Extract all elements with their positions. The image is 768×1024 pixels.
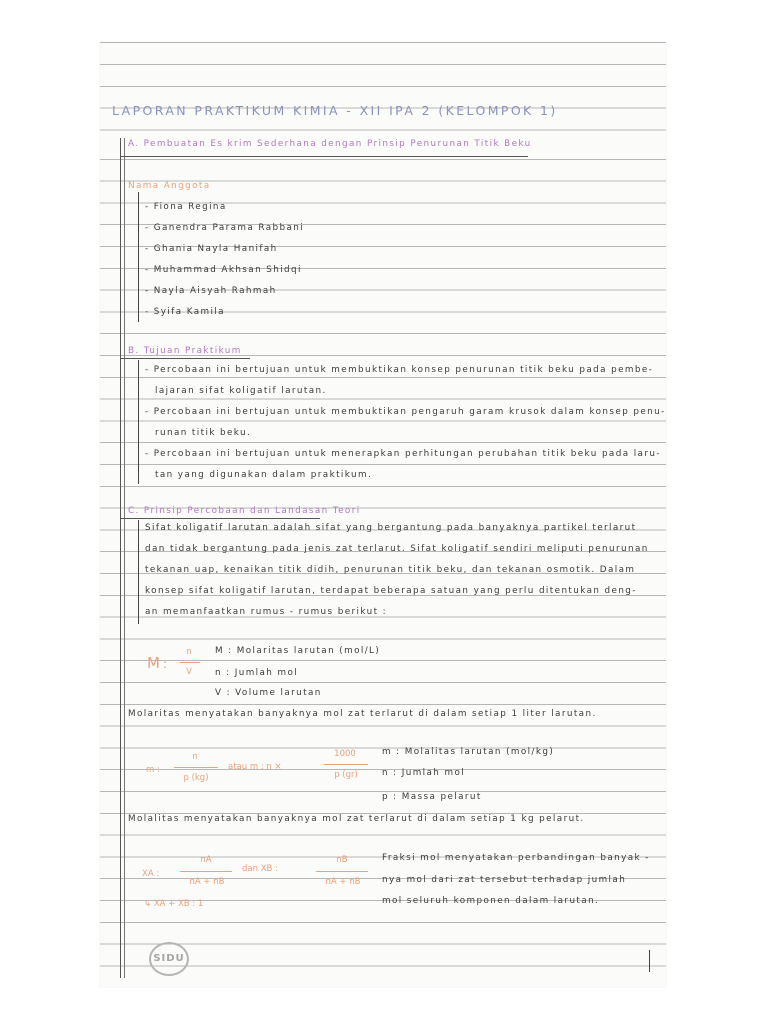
member-item: - Nayla Aisyah Rahmah [145,286,277,296]
theory-line: an memanfaatkan rumus - rumus berikut : [145,607,387,617]
fraction-line [180,662,200,663]
molality-lhs: m : [146,765,160,775]
molarity-def: V : Volume larutan [215,688,322,698]
theory-line: Sifat koligatif larutan adalah sifat yang bergantung pada banyaknya partikel terlarut [145,523,637,533]
goal-line: lajaran sifat koligatif larutan. [155,386,327,396]
xb-lhs: dan XB : [242,864,278,874]
molality-denominator: p (kg) [183,773,209,783]
theory-line: dan tidak bergantung pada jenis zat terlarut. Sifat koligatif sendiri meliputi penurunan [145,544,649,554]
molarity-note: Molaritas menyatakan banyaknya mol zat terlarut di dalam setiap 1 liter larutan. [128,709,597,719]
goals-bar [138,360,139,484]
members-label: Nama Anggota [128,181,211,191]
heading-underline [120,156,528,157]
mole-fraction-text: Fraksi mol menyatakan perbandingan banyak - [382,853,650,863]
fraction-line [316,871,368,872]
member-item: - Ganendra Parama Rabbani [145,223,305,233]
molality-def: n : Jumlah mol [382,768,466,778]
molality-def: m : Molalitas larutan (mol/kg) [382,747,555,757]
section-b-heading: B. Tujuan Praktikum [128,346,242,356]
goal-line: - Percobaan ini bertujuan untuk menerapkan perhitungan perubahan titik beku pada laru- [145,449,661,459]
molality-note: Molalitas menyatakan banyaknya mol zat terlarut di dalam setiap 1 kg pelarut. [128,814,585,824]
section-c-heading: C. Prinsip Percobaan dan Landasan Teori [128,506,361,516]
goal-line: runan titik beku. [155,428,252,438]
goal-line: tan yang digunakan dalam praktikum. [155,470,373,480]
fraction-line [174,767,218,768]
member-item: - Fiona Regina [145,202,227,212]
goal-line: - Percobaan ini bertujuan untuk membuktikan konsep penurunan titik beku pada pembe- [145,365,654,375]
margin-line-inner [124,138,125,978]
theory-line: tekanan uap, kenaikan titik didih, penurunan titik beku, dan tekanan osmotik. Dalam [145,565,636,575]
xa-lhs: XA : [142,869,160,879]
molarity-eq: : [163,657,168,671]
notebook-page [100,42,666,987]
notebook-logo: SIDU [149,942,189,976]
section-a-heading: A. Pembuatan Es krim Sederhana dengan Prinsip Penurunan Titik Beku [128,139,532,149]
xa-denominator: nA + nB [189,877,225,887]
heading-underline [120,358,250,359]
page-title: LAPORAN PRAKTIKUM KIMIA - XII IPA 2 (KELOMPOK 1) [112,103,558,118]
members-bar [138,192,139,322]
member-item: - Ghania Nayla Hanifah [145,244,278,254]
fraction-line [180,871,232,872]
molality-numerator: n [192,752,198,762]
mole-fraction-text: nya mol dari zat tersebut terhadap jumlah [382,875,627,885]
xb-numerator: nB [336,855,348,865]
molality-def: p : Massa pelarut [382,792,482,802]
xb-denominator: nA + nB [325,877,361,887]
molarity-symbol: M [147,654,160,672]
molarity-def: M : Molaritas larutan (mol/L) [215,646,381,656]
fraction-line [324,764,368,765]
goal-line: - Percobaan ini bertujuan untuk membuktikan pengaruh garam krusok dalam konsep penu- [145,407,666,417]
molality-numerator2: 1000 [334,749,356,759]
member-item: - Muhammad Akhsan Shidqi [145,265,302,275]
molality-denominator2: p (gr) [334,770,358,780]
theory-bar [138,520,139,624]
member-item: - Syifa Kamila [145,307,225,317]
xa-numerator: nA [200,855,212,865]
molarity-denominator: V [186,667,192,677]
mole-fraction-sum: ↳ XA + XB : 1 [144,899,204,909]
molality-alt: atau m : n × [228,762,282,772]
page-tick [649,950,650,972]
theory-line: konsep sifat koligatif larutan, terdapat beberapa satuan yang perlu ditentukan deng- [145,586,637,596]
molarity-def: n : Jumlah mol [215,668,299,678]
mole-fraction-text: mol seluruh komponen dalam larutan. [382,896,600,906]
molarity-numerator: n [186,647,192,657]
margin-line [120,138,121,978]
heading-underline [120,518,320,519]
